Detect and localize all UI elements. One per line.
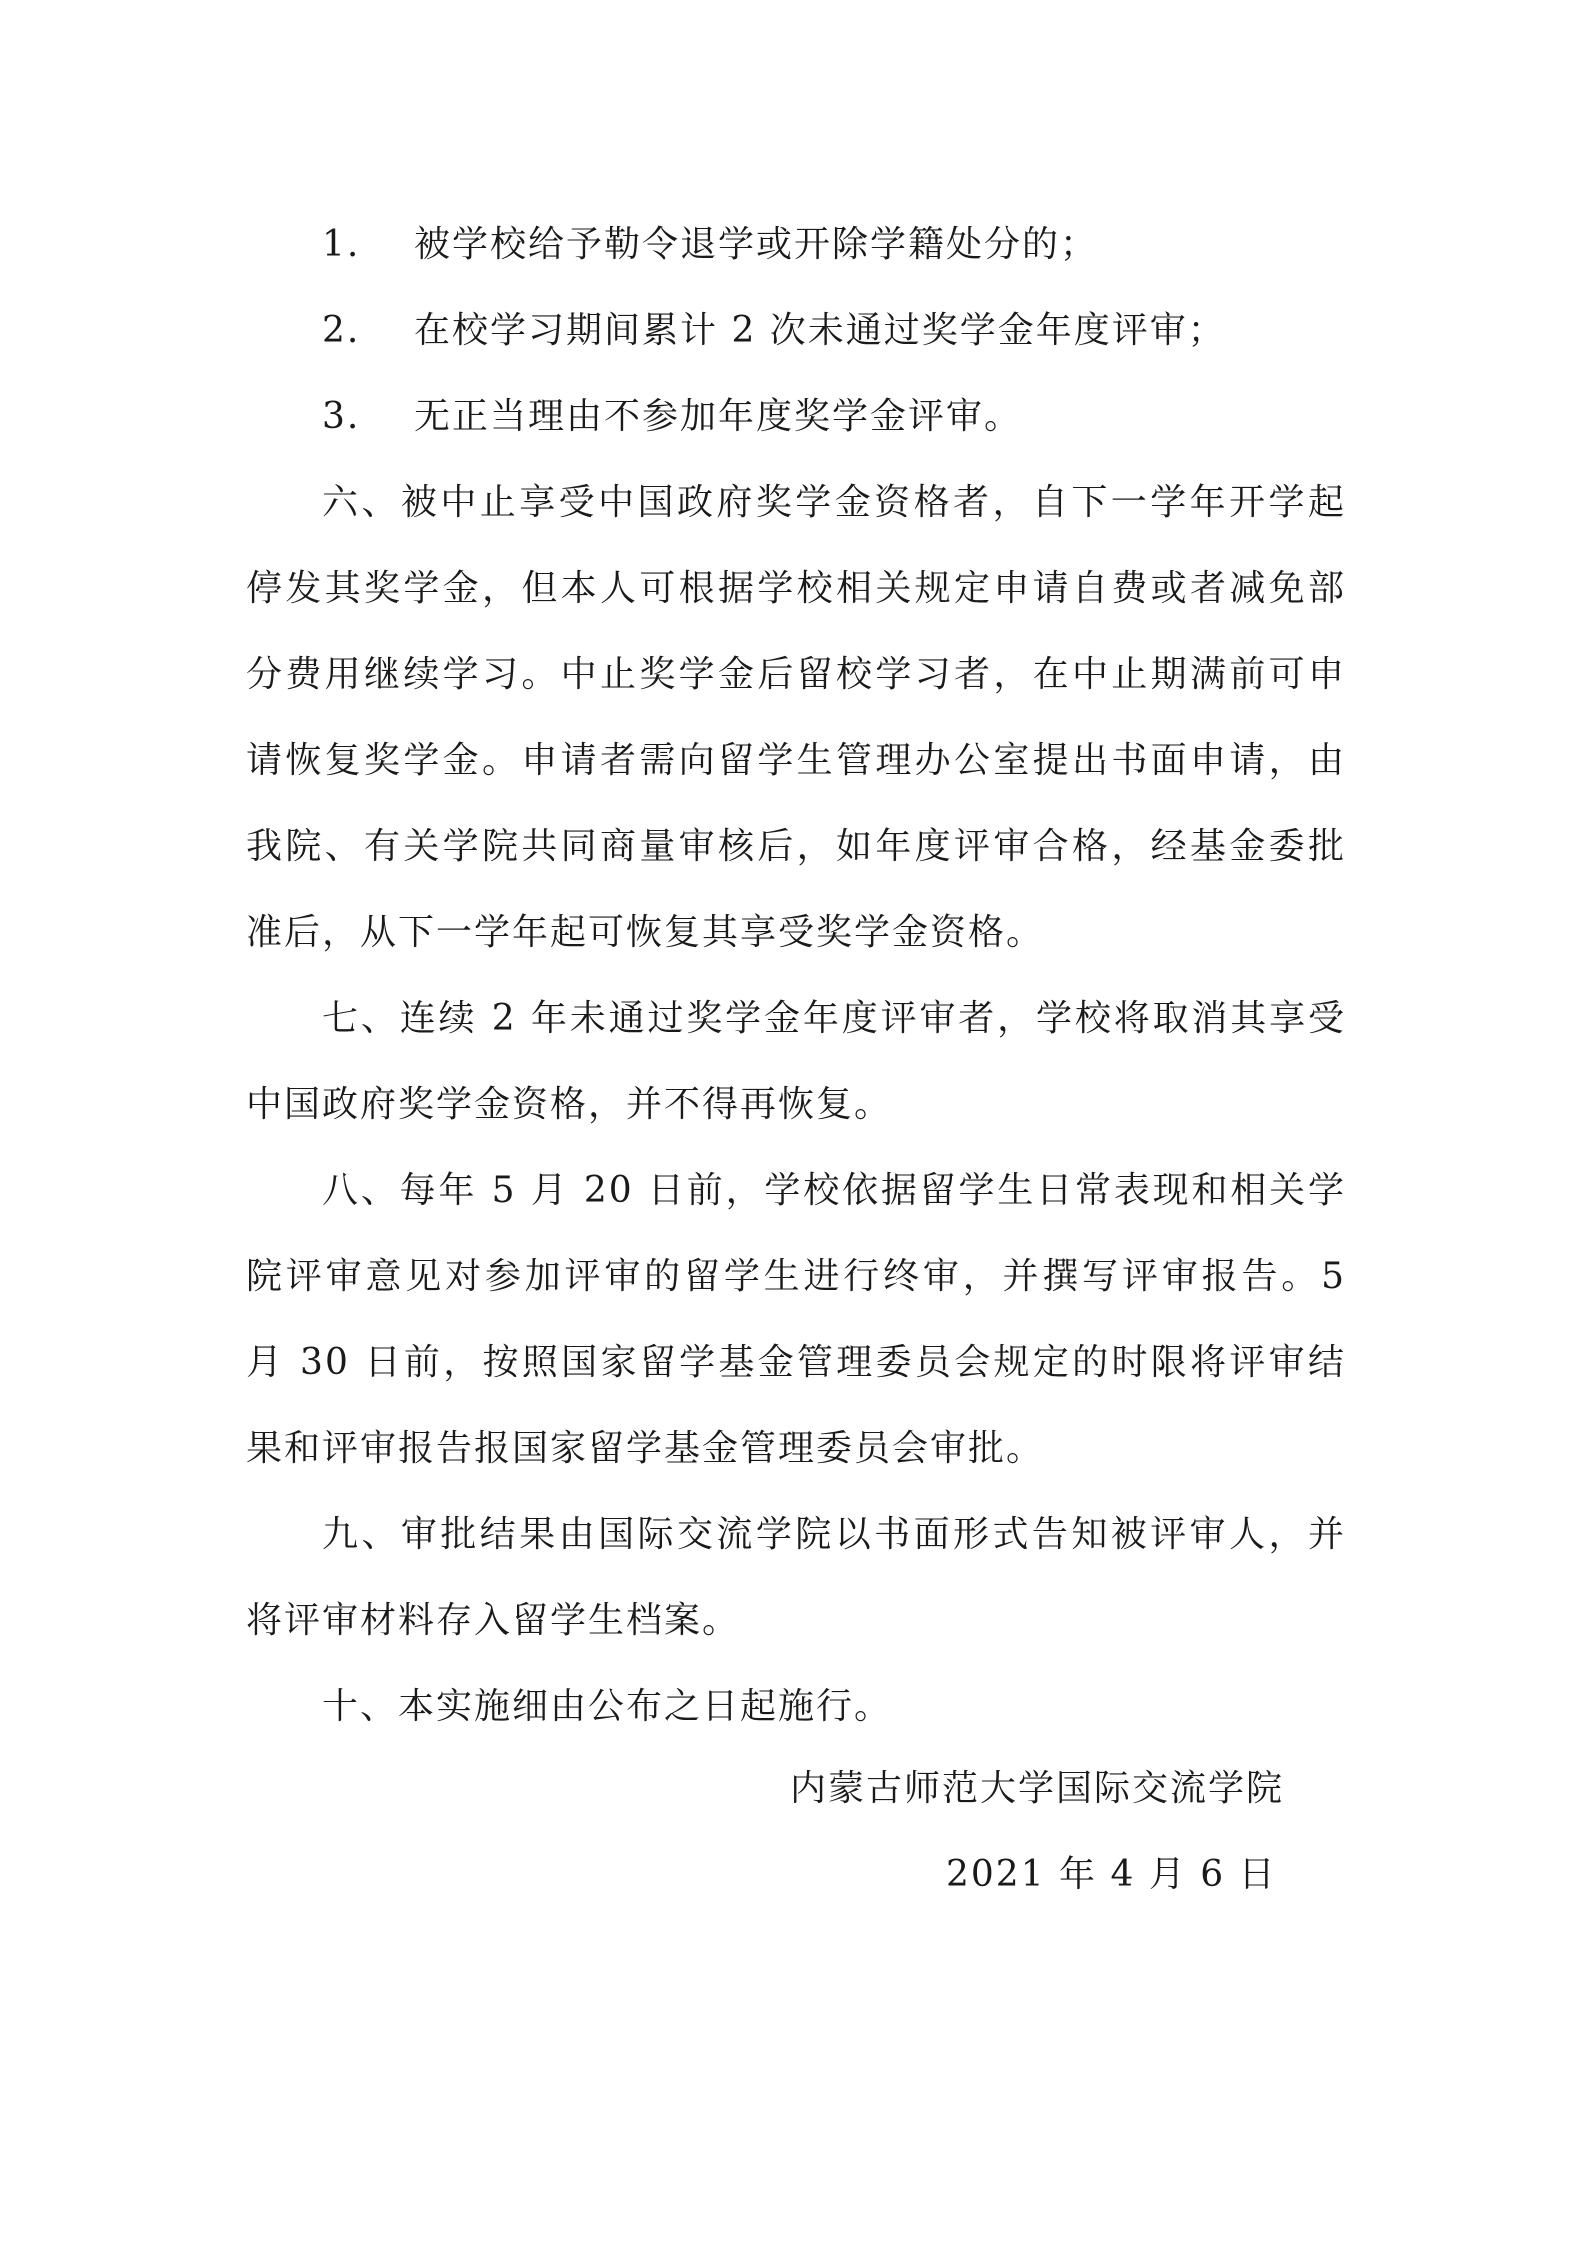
list-number: 3. — [322, 396, 361, 437]
signature-date: 2021 年 4 月 6 日 — [946, 1854, 1277, 1895]
paragraph-nine: 九、审批结果由国际交流学院以书面形式告知被评审人，并将评审材料存入留学生档案。 — [246, 1514, 1346, 1641]
paragraph-seven: 七、连续 2 年未通过奖学金年度评审者，学校将取消其享受中国政府奖学金资格，并不得再恢复。 — [246, 998, 1346, 1125]
signature-organization: 内蒙古师范大学国际交流学院 — [790, 1768, 1285, 1809]
paragraph-ten: 十、本实施细由公布之日起施行。 — [322, 1686, 893, 1727]
paragraph-six: 六、被中止享受中国政府奖学金资格者，自下一学年开学起停发其奖学金，但本人可根据学校相关规定申请自费或者减免部分费用继续学习。中止奖学金后留校学习者，在中止期满前可申请恢复奖学金。申请者需向留学生管理办公室提出书面申请，由我院、有关学院共同商量审核后，如年度评审合格，经基金委批准后，从下一学年起可恢复其享受奖学金资格。 — [246, 482, 1346, 953]
list-item — [246, 202, 1346, 288]
list-item — [246, 288, 1346, 374]
list-number: 2. — [322, 310, 361, 351]
paragraph-eight: 八、每年 5 月 20 日前，学校依据留学生日常表现和相关学院评审意见对参加评审的留学生进行终审，并撰写评审报告。5 月 30 日前，按照国家留学基金管理委员会规定的时限将评审结果和评审报告报国家留学基金管理委员会审批。 — [246, 1170, 1346, 1469]
list-text: 无正当理由不参加年度奖学金评审。 — [414, 396, 1023, 437]
list-text: 在校学习期间累计 2 次未通过奖学金年度评审； — [414, 310, 1226, 351]
document-body — [246, 202, 1346, 1750]
list-number: 1. — [322, 224, 361, 265]
list-item — [246, 374, 1346, 460]
list-text: 被学校给予勒令退学或开除学籍处分的； — [414, 224, 1099, 265]
